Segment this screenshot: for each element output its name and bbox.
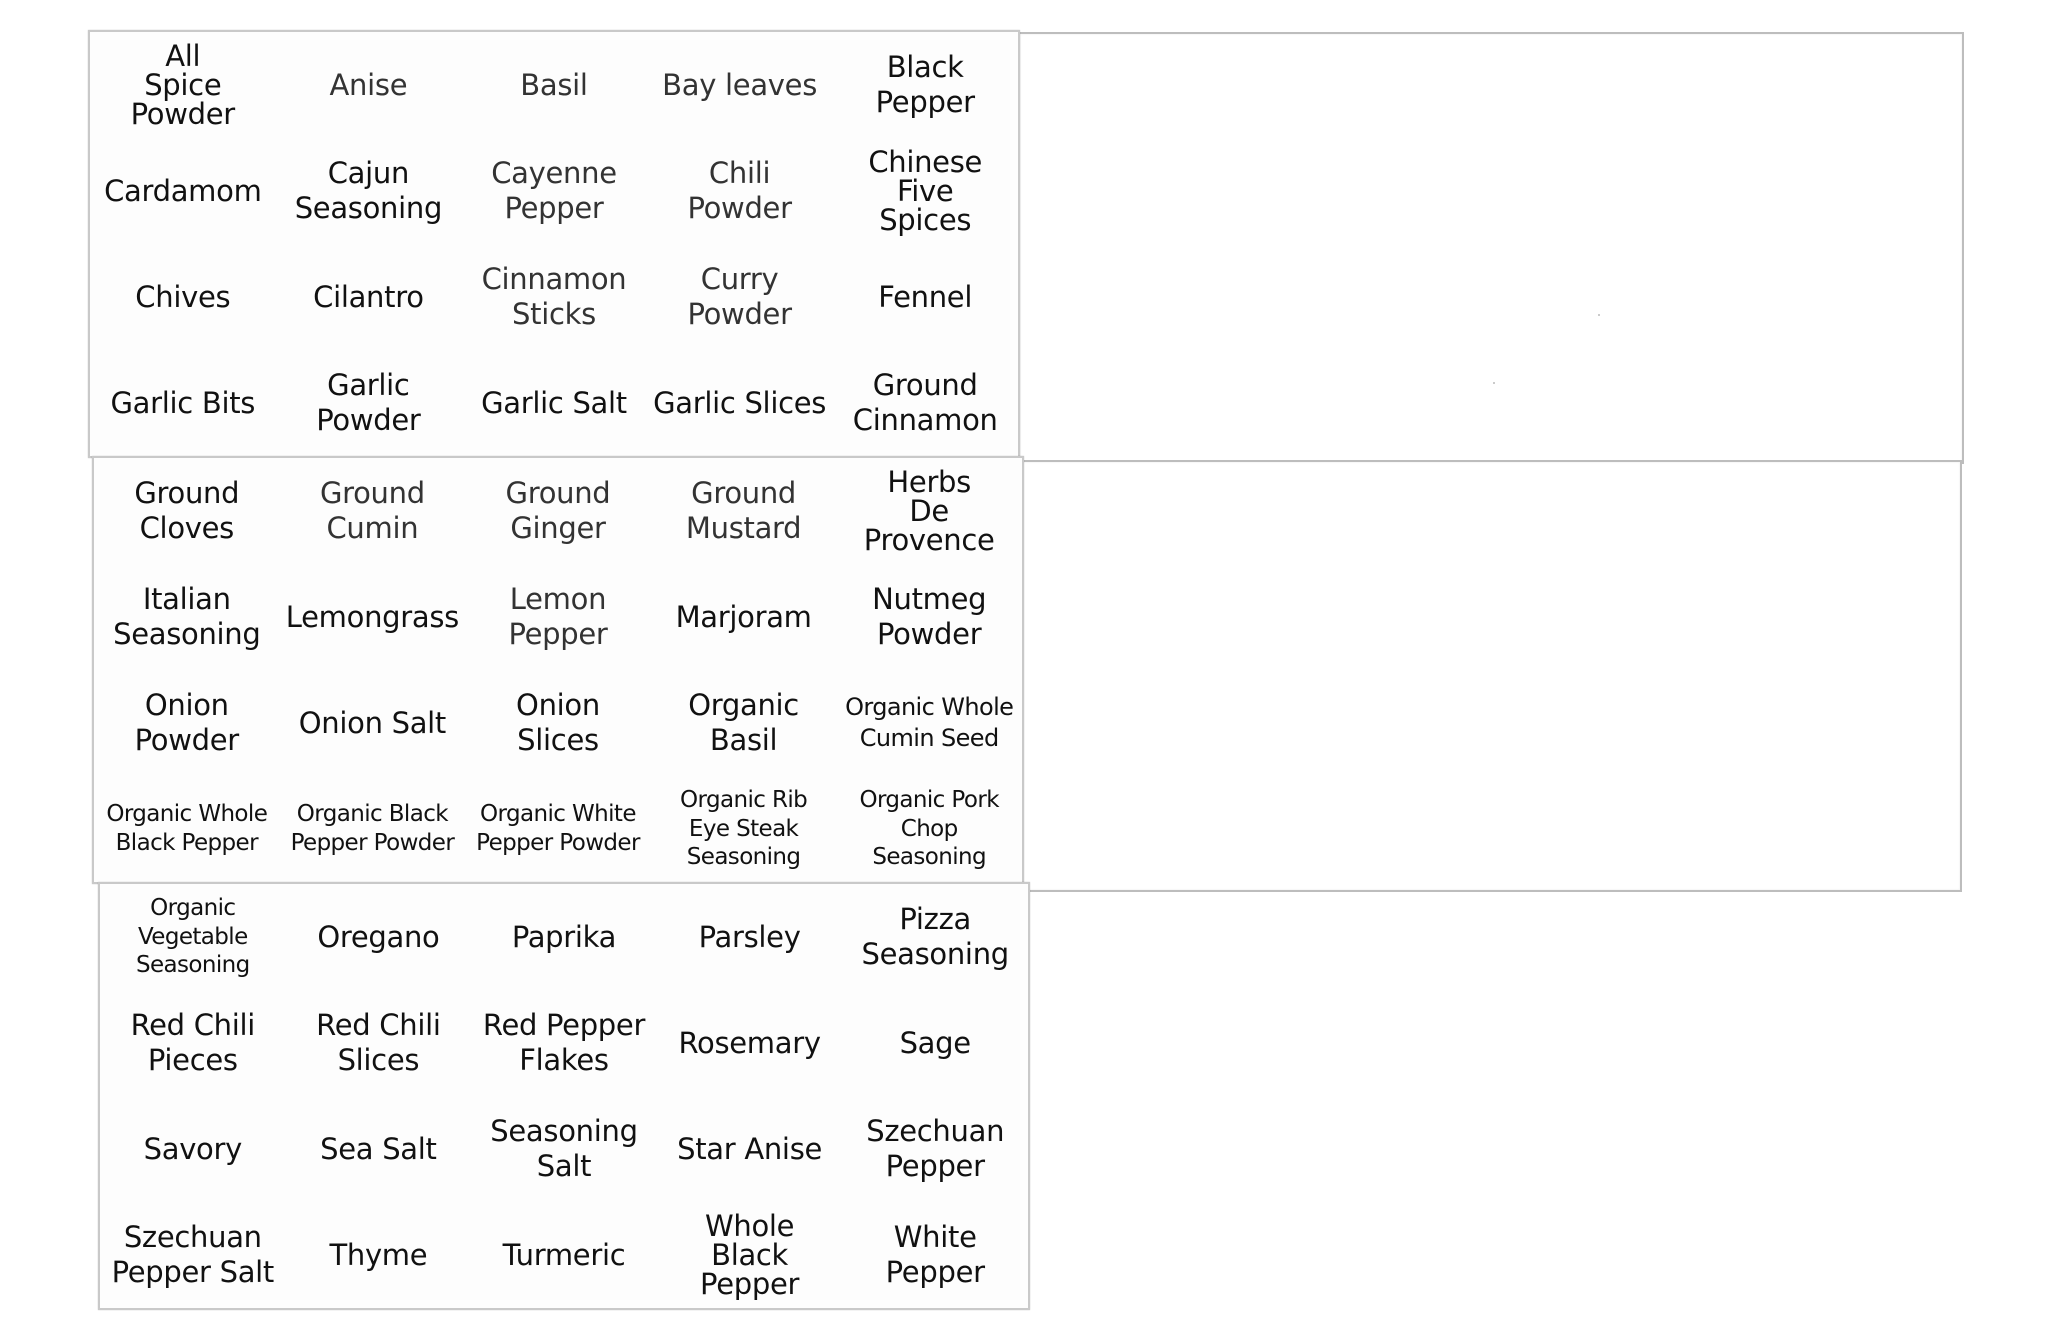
spice-label: Organic Pork Chop Seasoning — [859, 786, 999, 871]
spice-label: Ground Ginger — [505, 476, 611, 545]
spice-label: Anise — [329, 67, 408, 102]
spice-label: Ground Cinnamon — [852, 368, 998, 437]
spice-label: Onion Powder — [134, 688, 239, 757]
spice-label: Sage — [899, 1025, 971, 1060]
spice-label: Turmeric — [502, 1237, 626, 1272]
spice-label: Cayenne Pepper — [491, 156, 617, 225]
spice-label: Chives — [135, 279, 231, 314]
blank-label-card-bottom — [1020, 460, 1962, 892]
spice-label: Onion Salt — [298, 705, 446, 740]
spice-label: Red Pepper Flakes — [482, 1008, 646, 1077]
spice-label: Red Chili Slices — [316, 1008, 441, 1077]
spice-label-sheet-1 — [88, 30, 1020, 458]
spice-label: Italian Seasoning — [113, 582, 261, 651]
spice-label: Rosemary — [678, 1025, 821, 1060]
spice-label: Savory — [143, 1131, 242, 1166]
spice-label: Organic Whole Black Pepper — [106, 801, 268, 856]
spice-label: Ground Cloves — [134, 476, 240, 545]
spice-label: Onion Slices — [516, 688, 600, 757]
paper-speck — [1598, 314, 1600, 316]
spice-label: Black Pepper — [875, 50, 975, 119]
spice-label: Nutmeg Powder — [872, 582, 987, 651]
spice-label: Sea Salt — [320, 1131, 437, 1166]
spice-label: Organic Rib Eye Steak Seasoning — [680, 786, 808, 871]
spice-label: Basil — [520, 67, 588, 102]
spice-label: Lemon Pepper — [508, 582, 608, 651]
spice-label: Bay leaves — [662, 67, 818, 102]
spice-label: Ground Cumin — [319, 476, 425, 545]
spice-label: Oregano — [317, 919, 440, 954]
spice-label: Chili Powder — [687, 156, 792, 225]
spice-label-sheet-2 — [92, 456, 1024, 884]
spice-label-sheet-3 — [98, 882, 1030, 1310]
spice-label: Thyme — [329, 1237, 428, 1272]
spice-label: Organic Basil — [688, 688, 799, 757]
spice-label: White Pepper — [885, 1220, 985, 1289]
spice-label: All Spice Powder — [130, 38, 235, 131]
spice-label: Red Chili Pieces — [130, 1008, 255, 1077]
spice-label: Whole Black Pepper — [700, 1208, 800, 1301]
spice-label: Pizza Seasoning — [861, 902, 1009, 971]
spice-label: Szechuan Pepper Salt — [111, 1220, 274, 1289]
spice-label: Curry Powder — [687, 262, 792, 331]
spice-label: Garlic Slices — [653, 385, 827, 420]
spice-label: Organic Whole Cumin Seed — [845, 692, 1014, 752]
spice-label: Ground Mustard — [685, 476, 802, 545]
spice-label: Cardamom — [104, 173, 262, 208]
spice-label: Organic White Pepper Powder — [476, 801, 640, 856]
spice-label: Parsley — [698, 919, 801, 954]
blank-label-card-top — [1018, 32, 1964, 464]
spice-label: Cajun Seasoning — [294, 156, 443, 225]
spice-label: Fennel — [878, 279, 973, 314]
spice-label: Seasoning Salt — [490, 1114, 638, 1183]
spice-label: Chinese Five Spices — [868, 144, 983, 237]
spice-label: Star Anise — [677, 1131, 823, 1166]
spice-label: Garlic Powder — [316, 368, 421, 437]
spice-label: Marjoram — [675, 599, 812, 634]
spice-label: Szechuan Pepper — [866, 1114, 1005, 1183]
spice-label: Garlic Salt — [481, 385, 627, 420]
spice-label: Organic Black Pepper Powder — [290, 801, 455, 856]
spice-label: Cilantro — [313, 279, 424, 314]
spice-label: Cinnamon Sticks — [481, 262, 627, 331]
spice-label: Organic Vegetable Seasoning — [135, 894, 250, 979]
spice-label: Herbs De Provence — [863, 464, 995, 557]
spice-label: Lemongrass — [285, 599, 459, 634]
spice-label: Paprika — [511, 919, 617, 954]
spice-label: Garlic Bits — [110, 385, 256, 420]
paper-speck — [1493, 382, 1495, 384]
